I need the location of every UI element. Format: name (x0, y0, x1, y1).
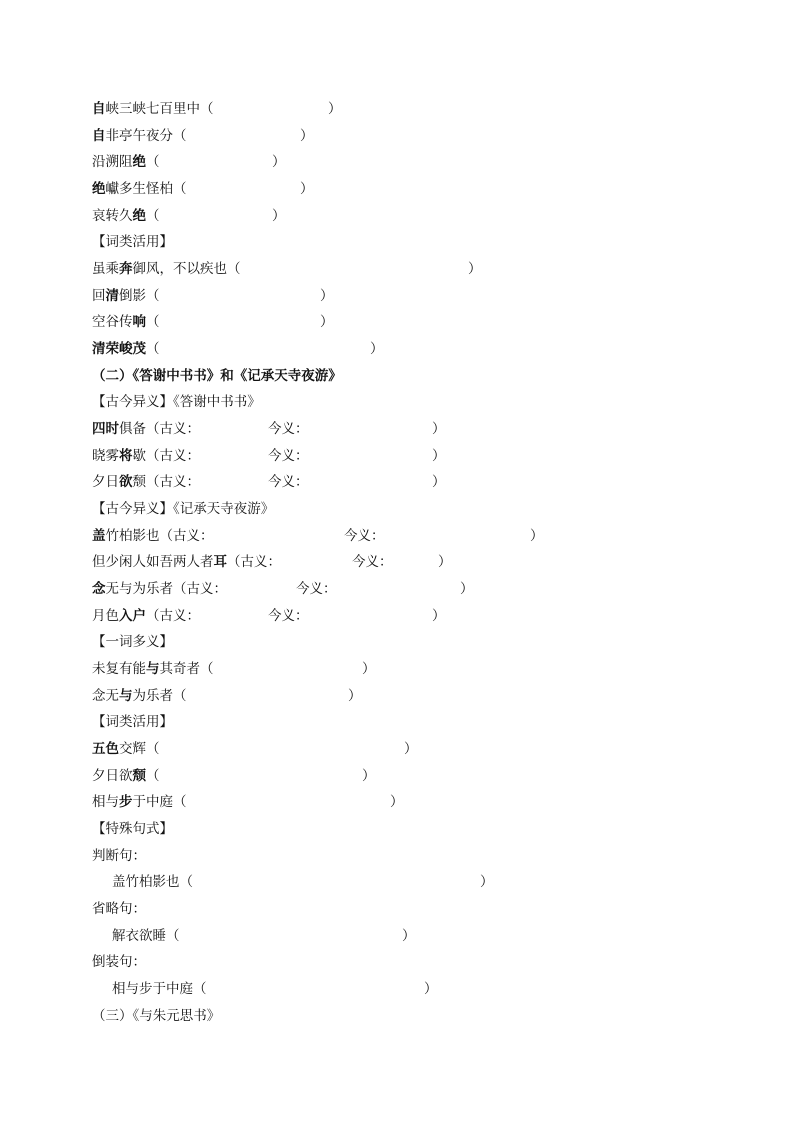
modern-meaning-label: 今义： (352, 554, 393, 570)
exercise-line (92, 738, 418, 760)
closing-paren: ） (390, 794, 404, 810)
exercise-line (92, 445, 446, 467)
exercise-line (92, 525, 544, 547)
exercise-line (92, 791, 404, 813)
exercise-line (92, 605, 446, 627)
exercise-line (92, 765, 376, 787)
line-text: 巘多生怪柏（ (105, 181, 187, 197)
exercise-line (92, 311, 334, 333)
line-text: 夕日欲 (92, 768, 133, 784)
line-text: 回 (92, 288, 106, 304)
section-heading: 【古今异义】《答谢中书书》 (92, 394, 261, 410)
exercise-line (92, 551, 452, 573)
key-char: 盖 (92, 528, 106, 544)
section-heading: 【一词多义】 (92, 634, 173, 650)
closing-paren: ） (480, 874, 494, 890)
line-text: 夕日 (92, 474, 119, 490)
key-char: 绝 (132, 154, 146, 170)
line-text: 未复有能 (92, 661, 146, 677)
closing-paren: ） (432, 474, 446, 490)
line-text: 晓雾 (92, 448, 119, 464)
closing-paren: ） (460, 581, 474, 597)
exercise-line (92, 685, 362, 707)
line-text: （ (146, 208, 160, 224)
closing-paren: ） (300, 128, 314, 144)
exercise-line (92, 471, 446, 493)
line-text: （古义： (227, 554, 281, 570)
sentence-type-label: 倒装句： (92, 954, 146, 970)
exercise-line (92, 578, 474, 600)
line-text: 俱备（古义： (119, 421, 200, 437)
key-char: 念 (92, 581, 106, 597)
line-text: 空谷传 (92, 314, 133, 330)
line-text: （ (146, 154, 160, 170)
line-text: 颓（古义： (132, 474, 200, 490)
line-text: 虽乘 (92, 261, 119, 277)
line-text: 其奇者（ (159, 661, 214, 677)
key-char: 步 (119, 794, 133, 810)
sentence-type-label: 省略句： (92, 901, 146, 917)
exercise-line (92, 258, 482, 280)
closing-paren: ） (328, 101, 342, 117)
key-char: 耳 (213, 554, 227, 570)
exercise-line (92, 205, 286, 227)
key-char: 自 (92, 128, 106, 144)
line-text: 无与为乐者（古义： (105, 581, 227, 597)
closing-paren: ） (432, 421, 446, 437)
exercise-line (92, 98, 342, 120)
line-text: 沿溯阻 (92, 154, 133, 170)
key-char: 与 (146, 661, 160, 677)
closing-paren: ） (272, 208, 286, 224)
exercise-line (92, 338, 384, 360)
line-text: （ (146, 314, 160, 330)
line-text: 月色 (92, 608, 119, 624)
closing-paren: ） (320, 314, 334, 330)
key-char: 颓 (132, 768, 146, 784)
section-heading: 【特殊句式】 (92, 821, 173, 837)
closing-paren: ） (438, 554, 452, 570)
line-text: 念无 (92, 688, 119, 704)
exercise-line (92, 178, 314, 200)
modern-meaning-label: 今义： (268, 421, 309, 437)
line-text: 倒影（ (119, 288, 160, 304)
closing-paren: ） (424, 981, 438, 997)
closing-paren: ） (362, 661, 376, 677)
key-char: 欲 (119, 474, 133, 490)
key-char: 五色 (92, 741, 119, 757)
line-text: 竹柏影也（古义： (105, 528, 214, 544)
modern-meaning-label: 今义： (268, 474, 309, 490)
line-text: 非亭午夜分（ (105, 128, 187, 144)
exercise-line (92, 125, 314, 147)
closing-paren: ） (468, 261, 482, 277)
closing-paren: ） (404, 741, 418, 757)
line-text: （ (146, 768, 160, 784)
section-title: （三）《与朱元思书》 (92, 1008, 221, 1024)
modern-meaning-label: 今义： (268, 448, 309, 464)
exercise-line (112, 871, 494, 893)
section-title: （二）《答谢中书书》和《记承天寺夜游》 (92, 368, 342, 384)
closing-paren: ） (432, 448, 446, 464)
exercise-line (92, 658, 376, 680)
line-text: （ (146, 341, 160, 357)
closing-paren: ） (530, 528, 544, 544)
line-text: 但少闲人如吾两人者 (92, 554, 214, 570)
line-text: （古义： (146, 608, 200, 624)
line-text: 峡三峡七百里中（ (105, 101, 214, 117)
key-char: 自 (92, 101, 106, 117)
line-text: 解衣欲睡（ (112, 928, 180, 944)
section-heading: 【词类活用】 (92, 234, 173, 250)
key-char: 将 (119, 448, 133, 464)
line-text: 于中庭（ (132, 794, 187, 810)
exercise-line (92, 151, 286, 173)
line-text: 盖竹柏影也（ (112, 874, 193, 890)
closing-paren: ） (348, 688, 362, 704)
closing-paren: ） (320, 288, 334, 304)
line-text: 歇（古义： (132, 448, 200, 464)
closing-paren: ） (272, 154, 286, 170)
modern-meaning-label: 今义： (268, 608, 309, 624)
closing-paren: ） (370, 341, 384, 357)
closing-paren: ） (300, 181, 314, 197)
key-char: 奔 (119, 261, 133, 277)
key-char: 与 (119, 688, 133, 704)
exercise-line (92, 418, 446, 440)
line-text: 为乐者（ (132, 688, 187, 704)
section-heading: 【词类活用】 (92, 714, 173, 730)
closing-paren: ） (362, 768, 376, 784)
exercise-line (92, 285, 334, 307)
key-char: 清荣峻茂 (92, 341, 146, 357)
key-char: 响 (132, 314, 146, 330)
key-char: 绝 (132, 208, 146, 224)
modern-meaning-label: 今义： (296, 581, 337, 597)
closing-paren: ） (402, 928, 416, 944)
key-char: 入户 (119, 608, 146, 624)
closing-paren: ） (432, 608, 446, 624)
section-heading: 【古今异义】《记承天寺夜游》 (92, 501, 275, 517)
key-char: 四时 (92, 421, 119, 437)
exercise-line (112, 925, 416, 947)
modern-meaning-label: 今义： (344, 528, 385, 544)
line-text: 御风，不以疾也（ (132, 261, 241, 277)
key-char: 绝 (92, 181, 106, 197)
line-text: 相与步于中庭（ (112, 981, 207, 997)
exercise-line (112, 978, 438, 1000)
line-text: 哀转久 (92, 208, 133, 224)
key-char: 清 (105, 288, 119, 304)
sentence-type-label: 判断句： (92, 848, 146, 864)
line-text: 交辉（ (119, 741, 160, 757)
line-text: 相与 (92, 794, 119, 810)
